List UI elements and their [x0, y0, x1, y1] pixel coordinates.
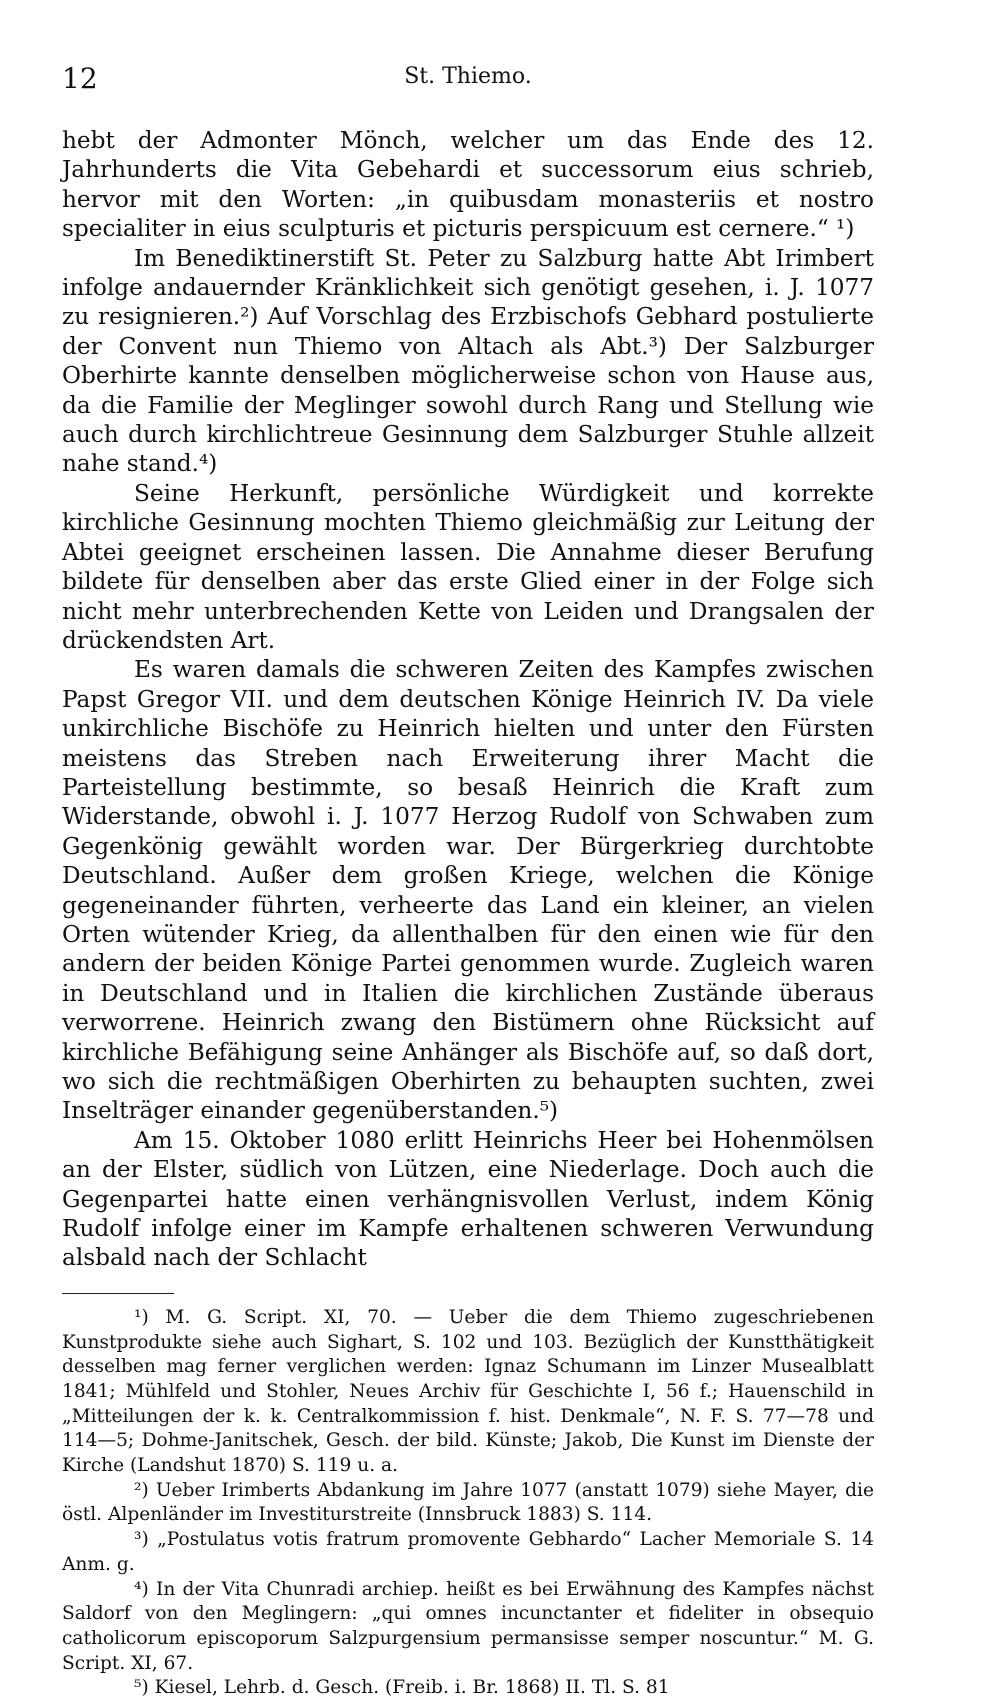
footnote: ⁴) In der Vita Chunradi archiep. heißt es bei Erwähnung des Kampfes nächst Saldorf von den Meglingern: „qui omnes incunctanter et fideliter in obsequio catholicorum episcoporum Salzpurgensium permansisse semper noscuntur.“ M. G. Script. XI, 67. — [62, 1578, 874, 1674]
footnote: ¹) M. G. Script. XI, 70. — Ueber die dem Thiemo zugeschriebenen Kunstprodukte siehe auch Sighart, S. 102 und 103. Bezüglich der Kunstthätigkeit desselben mag ferner verglichen werden: Ignaz Schumann im Linzer Musealblatt 1841; Mühlfeld und Stohler, Neues Archiv für Geschichte I, 56 f.; Hauenschild in „Mitteilungen der k. k. Centralkommission f. hist. Denkmale“, N. F. S. 77—78 und 114—5; Dohme-Janitschek, Gesch. der bild. Künste; Jakob, Die Kunst im Dienste der Kirche (Landshut 1870) S. 119 u. a. — [62, 1306, 874, 1477]
main-text — [62, 126, 874, 1273]
footnote: ⁵) Kiesel, Lehrb. d. Gesch. (Freib. i. Br. 1868) II. Tl. S. 81 — [134, 1677, 670, 1699]
paragraph: hebt der Admonter Mönch, welcher um das Ende des 12. Jahrhunderts die Vita Gebehardi et successorum eius schrieb, hervor mit den Worten: „in quibusdam monasteriis et nostro specialiter in eius sculpturis et picturis perspicuum est cernere.“ ¹) — [62, 127, 874, 243]
paragraph: Es waren damals die schweren Zeiten des Kampfes zwischen Papst Gregor VII. und dem deutschen Könige Heinrich IV. Da viele unkirchliche Bischöfe zu Heinrich hielten und unter den Fürsten meistens das Streben nach Erweiterung ihrer Macht die Parteistellung bestimmte, so besaß Heinrich die Kraft zum Widerstande, obwohl i. J. 1077 Herzog Rudolf von Schwaben zum Gegenkönig gewählt worden war. Der Bürgerkrieg durchtobte Deutschland. Außer dem großen Kriege, welchen die Könige gegeneinander führten, verheerte das Land ein kleiner, an vielen Orten wütender Krieg, da allenthalben für den einen wie für den andern der beiden Könige Partei genommen wurde. Zugleich waren in Deutschland und in Italien die kirchlichen Zustände überaus verworrene. Heinrich zwang den Bistümern ohne Rücksicht auf kirchliche Befähigung seine Anhänger als Bischöfe auf, so daß dort, wo sich die rechtmäßigen Oberhirten zu behaupten suchten, zwei Inselträger einander gegenüberstanden.⁵) — [62, 656, 874, 1125]
footnote-divider — [62, 1293, 174, 1294]
running-title: St. Thiemo. — [404, 64, 532, 89]
paragraph: Im Benediktinerstift St. Peter zu Salzburg hatte Abt Irimbert infolge andauernder Kränklichkeit sich genötigt gesehen, i. J. 1077 zu resignieren.²) Auf Vorschlag des Erzbischofs Gebhard postulierte der Convent nun Thiemo von Altach als Abt.³) Der Salzburger Oberhirte kannte denselben möglicherweise schon von Hause aus, da die Familie der Meglinger sowohl durch Rang und Stellung wie auch durch kirchlichtreue Gesinnung dem Salzburger Stuhle allzeit nahe stand.⁴) — [62, 244, 874, 478]
footnote: ³) „Postulatus votis fratrum promovente Gebhardo“ Lacher Memoriale S. 14 Anm. g. — [62, 1529, 874, 1575]
paragraph: Seine Herkunft, persönliche Würdigkeit und korrekte kirchliche Gesinnung mochten Thiemo gleichmäßig zur Leitung der Abtei geeignet erscheinen lassen. Die Annahme dieser Berufung bildete für denselben aber das erste Glied einer in der Folge sich nicht mehr unterbrechenden Kette von Leiden und Drangsalen der drückendsten Art. — [62, 479, 874, 654]
footnotes — [62, 1306, 874, 1701]
footnote: ²) Ueber Irimberts Abdankung im Jahre 1077 (anstatt 1079) siehe Mayer, die östl. Alpenländer im Investiturstreite (Innsbruck 1883) S. 114. — [62, 1479, 874, 1526]
page-header — [62, 52, 874, 95]
book-page — [62, 52, 874, 1701]
paragraph: Am 15. Oktober 1080 erlitt Heinrichs Heer bei Hohenmölsen an der Elster, südlich von Lützen, eine Niederlage. Doch auch die Gegenpartei hatte einen verhängnisvollen Verlust, indem König Rudolf infolge einer im Kampfe erhaltenen schweren Verwundung alsbald nach der Schlacht — [62, 1126, 874, 1272]
page-number: 12 — [62, 62, 98, 95]
